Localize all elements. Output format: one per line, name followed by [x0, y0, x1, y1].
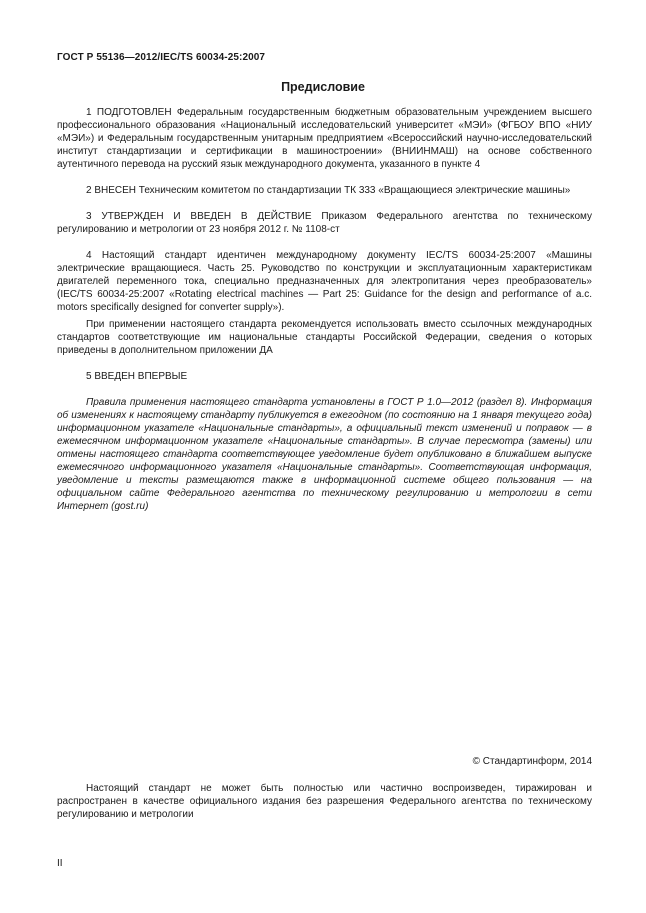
- copyright-notice: © Стандартинформ, 2014: [472, 756, 592, 767]
- reproduction-notice: [57, 782, 592, 821]
- paragraph-reference-standards: При применении настоящего стандарта рекомендуется использовать вместо ссылочных международных стандартов соответствующие им национальные стандарты Российской Федерации, сведения о которых приведены в дополнительном приложении ДА: [57, 319, 592, 356]
- paragraph-identical-to: 4 Настоящий стандарт идентичен международному документу IEC/TS 60034-25:2007 «Машины электрические вращающиеся. Часть 25. Руководство по конструкции и эксплуатационным характеристикам двигателей переменного тока, специально предназначенных для электропитания через преобразователь» (IEC/TS 60034-25:2007 «Rotating electrical machines — Part 25: Guidance for the design and performance of a.c. motors specifically designed for converter supply»).: [57, 250, 592, 313]
- document-header: ГОСТ Р 55136—2012/IEC/TS 60034-25:2007: [57, 52, 266, 63]
- paragraph-first-introduced: 5 ВВЕДЕН ВПЕРВЫЕ: [86, 371, 188, 382]
- page-title: Предисловие: [281, 80, 365, 94]
- paragraph-approved: 3 УТВЕРЖДЕН И ВВЕДЕН В ДЕЙСТВИЕ Приказом Федерального агентства по техническому регулированию и метрологии от 23 ноября 2012 г. № 1108-ст: [57, 211, 592, 235]
- paragraph-prepared-by: 1 ПОДГОТОВЛЕН Федеральным государственным бюджетным образовательным учреждением высшего профессионального образования «Национальный исследовательский университет «МЭИ» (ФГБОУ ВПО «НИУ «МЭИ») и Федеральным государственным унитарным предприятием «Всероссийский научно-исследовательский институт стандартизации и сертификации в машиностроении» (ВНИИНМАШ) на основе собственного аутентичного перевода на русский язык международного документа, указанного в пункте 4: [57, 107, 592, 170]
- foreword-body: [57, 106, 592, 513]
- page-number: II: [57, 858, 63, 869]
- paragraph-application-rules: Правила применения настоящего стандарта установлены в ГОСТ Р 1.0—2012 (раздел 8). Информация об изменениях к настоящему стандарту публикуется в ежегодном (по состоянию на 1 января текущего года) информационном указателе «Национальные стандарты», а официальный текст изменений и поправок — в ежемесячном информационном указателе «Национальные стандарты». В случае пересмотра (замены) или отмены настоящего стандарта соответствующее уведомление будет опубликовано в ближайшем выпуске ежемесячного информационного указателя «Национальные стандарты». Соответствующая информация, уведомление и тексты размещаются также в информационной системе общего пользования — на официальном сайте Федерального агентства по техническому регулированию и метрологии в сети Интернет (gost.ru): [57, 397, 592, 512]
- paragraph-introduced-by: 2 ВНЕСЕН Техническим комитетом по стандартизации ТК 333 «Вращающиеся электрические машины»: [86, 185, 571, 196]
- footer-notice-text: Настоящий стандарт не может быть полностью или частично воспроизведен, тиражирован и распространен в качестве официального издания без разрешения Федерального агентства по техническому регулированию и метрологии: [57, 783, 592, 820]
